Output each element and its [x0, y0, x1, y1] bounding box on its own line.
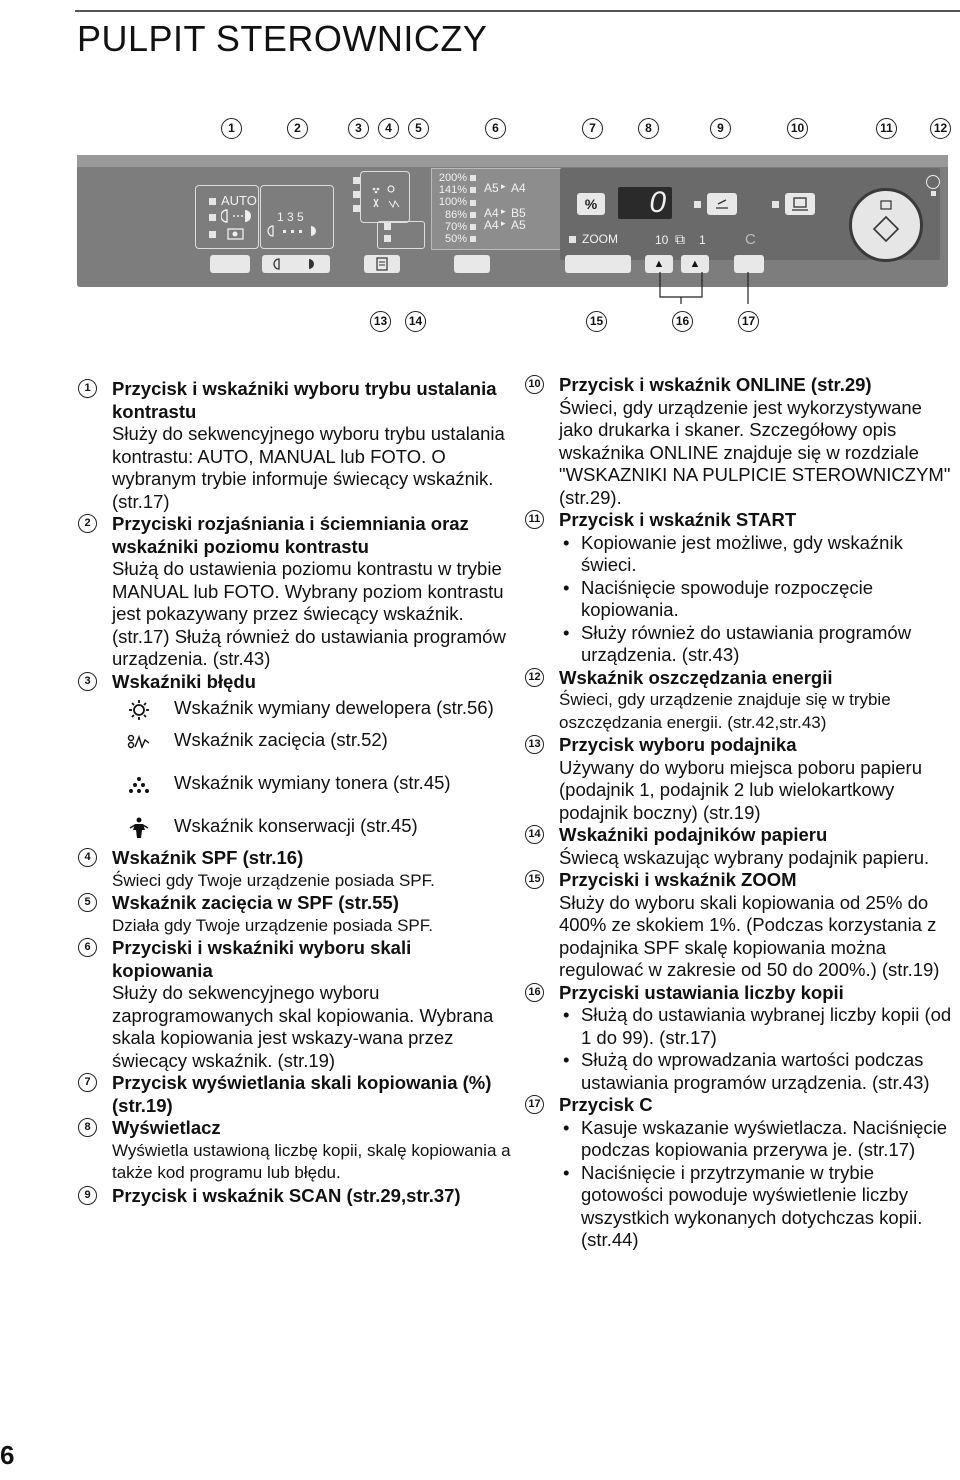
item-8	[84, 1117, 512, 1185]
item-body: Służy do wyboru skali kopiowania od 25% do 400% ze skokiem 1%. (Podczas korzystania z podajnika SPF skalę kopiowania można regulować w zakresie od 50 do 200%.) (str.19)	[559, 891, 940, 980]
callout-2: 2	[287, 118, 308, 139]
contrast-scale-icon	[267, 225, 327, 237]
power-save-icon	[926, 175, 940, 189]
ratio-led-50	[470, 236, 476, 242]
callout-7: 7	[582, 118, 603, 139]
item-heading: Przycisk wyboru podajnika	[559, 734, 797, 755]
ratio-button[interactable]	[454, 255, 490, 273]
callout-9: 9	[710, 118, 731, 139]
callout-4: 4	[378, 118, 399, 139]
toner-icon	[126, 774, 152, 796]
item-number: 4	[78, 848, 97, 867]
callout-10: 10	[787, 118, 808, 139]
item-12	[528, 666, 953, 735]
contrast-levels: 1 3 5	[277, 210, 304, 224]
item-body: Służą do ustawienia poziomu kontrastu w trybie MANUAL lub FOTO. Wybrany poziom kontrastu jest pokazywany przez świecący wskaźnik. (str.17) Służą również do ustawiania programów urządzenia. (str.43)	[112, 558, 506, 669]
ratio-led-86	[470, 212, 476, 218]
error-led-1	[353, 177, 360, 184]
item-number: 10	[525, 375, 544, 394]
online-button[interactable]	[785, 193, 815, 215]
ratio-led-100	[470, 200, 476, 206]
light-dark-icon	[273, 258, 319, 271]
item-heading: Przyciski i wskaźnik ZOOM	[559, 869, 797, 890]
spf-box	[377, 221, 425, 249]
error-text: Wskaźnik konserwacji (str.45)	[174, 814, 418, 836]
callout-leader-lines	[640, 262, 760, 312]
item-heading: Przyciski i wskaźniki wyboru skali kopiowania	[112, 937, 412, 981]
display-screen: 0	[618, 187, 672, 219]
start-icon	[852, 191, 920, 259]
item-heading: Wskaźnik oszczędzania energii	[559, 666, 833, 688]
ratio-list	[437, 172, 467, 245]
scan-led	[694, 201, 701, 208]
item-number: 6	[78, 938, 97, 957]
callout-6: 6	[485, 118, 506, 139]
item-2	[84, 513, 512, 671]
control-panel-illustration	[77, 155, 948, 287]
auto-led	[209, 198, 216, 205]
bullet: • Kopiowanie jest możliwe, gdy wskaźnik świeci.	[559, 532, 953, 577]
online-led	[772, 201, 779, 208]
error-row-jam	[112, 729, 512, 752]
page-number: 6	[0, 1440, 15, 1470]
item-14	[528, 824, 953, 869]
item-heading: Wyświetlacz	[112, 1117, 221, 1138]
bullet: • Służy również do ustawiania programów urządzenia. (str.43)	[559, 622, 953, 667]
tray-icon	[375, 257, 389, 271]
error-row-toner	[112, 772, 512, 795]
power-save-led	[931, 191, 936, 196]
item-body: Używany do wyboru miejsca poboru papieru (podajnik 1, podajnik 2 lub wielokartkowy podajnik boczny) (str.19)	[559, 756, 922, 823]
paper-a4-top: A4	[511, 181, 526, 195]
tray-count-icon: ⧉	[675, 231, 685, 247]
error-led-3	[353, 205, 360, 212]
start-button[interactable]	[849, 188, 923, 262]
item-heading: Przycisk i wskaźnik START	[559, 509, 797, 530]
item-heading: Przycisk wyświetlania skali kopiowania (%) (str.19)	[112, 1072, 492, 1116]
manual-icon	[221, 209, 251, 223]
item-5	[84, 892, 512, 937]
callout-16: 16	[672, 311, 693, 332]
ratio-led-70	[470, 224, 476, 230]
error-text: Wskaźnik zacięcia (str.52)	[174, 728, 388, 750]
paper-b5: B5	[511, 206, 526, 220]
item-body: Służy do sekwencyjnego wyboru trybu ustalania kontrastu: AUTO, MANUAL lub FOTO. O wybranym trybie informuje świecący wskaźnik. (str.17)	[112, 423, 505, 512]
ratio-141: 141%	[438, 184, 467, 197]
callout-14: 14	[405, 311, 426, 332]
item-4	[84, 847, 512, 892]
item-15	[528, 869, 953, 982]
item-17	[528, 1094, 953, 1252]
ratio-200: 200%	[438, 172, 467, 184]
left-column	[84, 378, 512, 1207]
ratio-led-200	[470, 175, 476, 181]
clear-label: C	[745, 231, 756, 248]
item-heading: Przyciski rozjaśniania i ściemniania oraz wskaźniki poziomu kontrastu	[112, 513, 469, 557]
item-heading: Wskaźniki błędu	[112, 670, 256, 692]
item-body: Świeci gdy Twoje urządzenie posiada SPF.	[112, 870, 435, 890]
callout-5: 5	[408, 118, 429, 139]
scan-icon	[707, 193, 737, 215]
auto-label: AUTO	[221, 193, 257, 208]
item-body: Świeci, gdy urządzenie jest wykorzystywane jako drukarka i skaner. Szczegółowy opis wskaźnika ONLINE znajduje się w rozdziale "WSKAZNIKI NA PULPICIE STEROWNICZYM" (str.29).	[559, 396, 951, 508]
paper-a4-low: A4	[484, 218, 499, 232]
item-heading: Przycisk C	[559, 1094, 653, 1115]
bullet: • Służą do wprowadzania wartości podczas ustawiania programów urządzenia. (str.43)	[559, 1049, 953, 1094]
callout-3: 3	[348, 118, 369, 139]
item-heading: Wskaźniki podajników papieru	[559, 824, 828, 845]
item-number: 12	[525, 668, 544, 687]
item-heading: Wskaźnik zacięcia w SPF (str.55)	[112, 892, 399, 913]
scan-button[interactable]	[707, 193, 737, 215]
photo-icon	[227, 226, 245, 240]
item-number: 13	[525, 735, 544, 754]
arrow-icon-1: ▸	[501, 181, 506, 191]
item-number: 7	[78, 1073, 97, 1092]
item-number: 14	[525, 825, 544, 844]
ratio-70: 70%	[444, 220, 467, 233]
bullet: • Naciśnięcie spowoduje rozpoczęcie kopiowania.	[559, 577, 953, 622]
item-heading: Wskaźnik SPF (str.16)	[112, 847, 304, 868]
item-number: 9	[78, 1186, 97, 1205]
item-13	[528, 734, 953, 824]
exposure-button[interactable]	[210, 255, 250, 273]
jam-icon	[126, 731, 152, 753]
error-text: Wskaźnik wymiany dewelopera (str.56)	[174, 697, 494, 718]
item-11	[528, 509, 953, 667]
percent-button[interactable]: %	[577, 193, 605, 215]
online-icon	[785, 193, 815, 215]
item-number: 11	[525, 510, 544, 529]
right-column	[528, 374, 953, 1252]
callout-1: 1	[221, 118, 242, 139]
bullet: • Służą do ustawiania wybranej liczby kopii (od 1 do 99). (str.17)	[559, 1004, 953, 1049]
paper-a5-low: A5	[511, 218, 526, 232]
item-7	[84, 1072, 512, 1117]
item-number: 1	[78, 379, 97, 398]
item-9	[84, 1184, 512, 1208]
top-rule	[75, 10, 960, 12]
callout-12: 12	[930, 118, 951, 139]
item-number: 5	[78, 893, 97, 912]
item-heading: Przycisk i wskaźniki wyboru trybu ustalania kontrastu	[112, 378, 497, 422]
count-up-button[interactable]: ▲	[681, 255, 709, 273]
item-1	[84, 378, 512, 513]
item-heading: Przycisk i wskaźnik ONLINE (str.29)	[559, 374, 872, 395]
bullet: • Kasuje wskazanie wyświetlacza. Naciśnięcie podczas kopiowania przerywa je. (str.17)	[559, 1117, 953, 1162]
callout-17: 17	[738, 311, 759, 332]
item-body: Działa gdy Twoje urządzenie posiada SPF.	[112, 915, 433, 935]
item-number: 15	[525, 870, 544, 889]
count-left-label: 10	[655, 233, 669, 247]
arrow-icon-3: ▸	[501, 218, 506, 228]
zoom-label: ZOOM	[582, 232, 618, 246]
ratio-led-141	[470, 187, 476, 193]
error-row-maintenance	[112, 815, 512, 838]
ratio-100: 100%	[438, 196, 467, 209]
bullet: • Naciśnięcie i przytrzymanie w trybie gotowości powoduje wyświetlenie liczby wszystkich wykonanych dotychczas kopii. (str.44)	[559, 1162, 953, 1252]
error-icons	[369, 183, 405, 213]
ratio-86: 86%	[444, 208, 467, 221]
count-down-button[interactable]: ▲	[645, 255, 673, 273]
item-body: Wyświetla ustawioną liczbę kopii, skalę kopiowania a także kod programu lub błędu.	[112, 1140, 511, 1182]
item-number: 8	[78, 1118, 97, 1137]
item-body: Służy do sekwencyjnego wyboru zaprogramowanych skal kopiowania. Wybrana skala kopiowania jest wskazy-wana przez świecący wskaźnik. (str.19)	[112, 982, 494, 1071]
manual-led	[209, 214, 216, 221]
maintenance-icon	[126, 817, 152, 839]
error-row-developer	[112, 697, 512, 720]
item-body: Świecą wskazując wybrany podajnik papieru.	[559, 846, 930, 868]
item-6	[84, 937, 512, 1072]
developer-icon	[126, 699, 152, 721]
item-10	[528, 374, 953, 509]
paper-a5: A5	[484, 181, 499, 195]
item-number: 17	[525, 1095, 544, 1114]
photo-led	[209, 231, 216, 238]
callout-15: 15	[586, 311, 607, 332]
callout-13: 13	[370, 311, 391, 332]
zoom-led	[569, 236, 576, 243]
item-3	[84, 670, 512, 838]
count-right-label: 1	[699, 233, 706, 247]
item-number: 3	[78, 672, 97, 691]
item-number: 16	[525, 983, 544, 1002]
callout-11: 11	[876, 118, 897, 139]
error-text: Wskaźnik wymiany tonera (str.45)	[174, 772, 451, 793]
error-led-2	[353, 191, 360, 198]
panel-top-strip	[77, 155, 948, 167]
callout-8: 8	[638, 118, 659, 139]
item-number: 2	[78, 514, 97, 533]
item-16	[528, 981, 953, 1095]
item-heading: Przyciski ustawiania liczby kopii	[559, 981, 844, 1003]
arrow-icon-2: ▸	[501, 206, 506, 216]
item-body: Świeci, gdy urządzenie znajduje się w trybie oszczędzania energii. (str.42,str.43)	[559, 690, 891, 732]
paper-a4-mid: A4	[484, 206, 499, 220]
zoom-buttons[interactable]	[565, 255, 631, 273]
page-title: PULPIT STEROWNICZY	[77, 18, 488, 59]
ratio-50: 50%	[444, 233, 467, 246]
item-heading: Przycisk i wskaźnik SCAN (str.29,str.37)	[112, 1184, 461, 1206]
